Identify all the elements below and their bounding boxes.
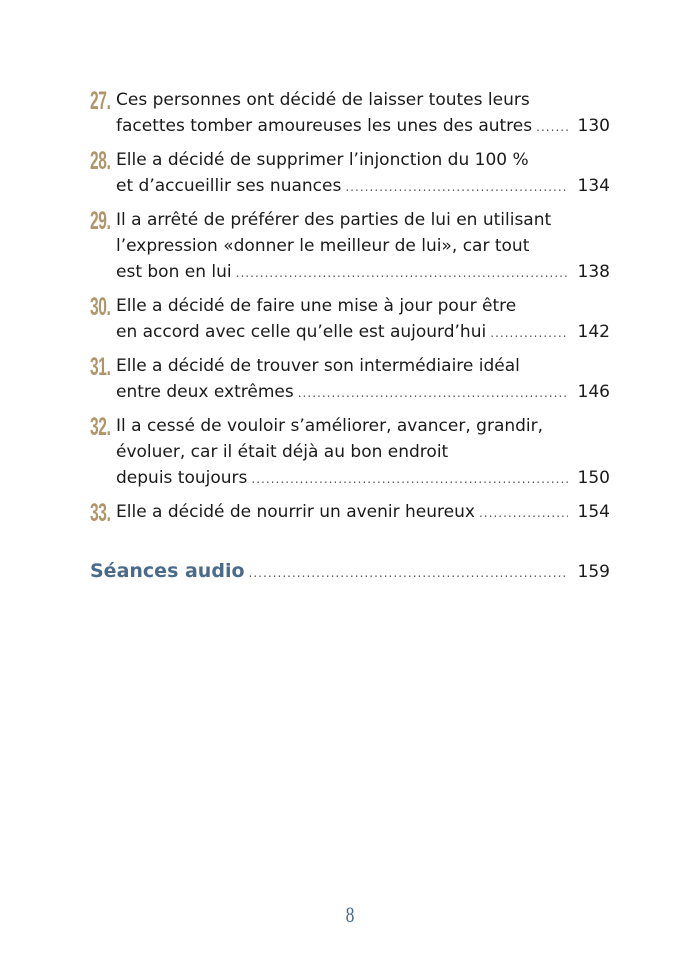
dot-leader [536, 114, 568, 140]
entry-title-line: l’expression «donner le meilleur de lui», car tout [116, 236, 530, 256]
toc-entry-28[interactable] [90, 147, 610, 200]
dot-leader [490, 320, 568, 346]
entry-title-line: depuis toujours [116, 468, 248, 488]
entry-title-line: Ces personnes ont décidé de laisser toutes leurs [116, 90, 530, 110]
toc-entry-30[interactable] [90, 293, 610, 346]
entry-title-line: Elle a décidé de supprimer l’injonction du 100 % [116, 150, 529, 170]
dot-leader [345, 174, 568, 200]
entry-title-line: et d’accueillir ses nuances [116, 176, 342, 196]
dot-leader [298, 380, 568, 406]
page-number: 150 [577, 468, 610, 488]
folio-page-number: 8 [345, 902, 355, 927]
page-number: 138 [577, 262, 610, 282]
page-number: 130 [577, 116, 610, 136]
chapter-number: 32. [90, 413, 111, 441]
chapter-number: 27. [90, 87, 111, 115]
entry-title-line: Elle a décidé de nourrir un avenir heureux [116, 502, 475, 522]
entry-title-line: Il a cessé de vouloir s’améliorer, avancer, grandir, [116, 416, 544, 436]
entry-title-line: en accord avec celle qu’elle est aujourd’hui [116, 322, 487, 342]
page-number: 134 [577, 176, 610, 196]
entry-title-line: entre deux extrêmes [116, 382, 294, 402]
entry-title-line: Il a arrêté de préférer des parties de lui en utilisant [116, 210, 552, 230]
page-number: 142 [577, 322, 610, 342]
chapter-number: 33. [90, 499, 111, 527]
dot-leader [251, 466, 568, 492]
table-of-contents [90, 87, 610, 533]
chapter-number: 29. [90, 207, 111, 235]
entry-title-line: est bon en lui [116, 262, 232, 282]
dot-leader [479, 500, 568, 526]
toc-entry-33[interactable] [90, 499, 610, 526]
chapter-number: 31. [90, 353, 111, 381]
toc-entry-27[interactable] [90, 87, 610, 140]
section-title: Séances audio [90, 560, 245, 582]
page-number: 154 [577, 502, 610, 522]
chapter-number: 30. [90, 293, 111, 321]
entry-title-line: évoluer, car il était déjà au bon endroit [116, 442, 449, 462]
dot-leader [249, 566, 568, 580]
entry-title-line: facettes tomber amoureuses les unes des autres [116, 116, 533, 136]
toc-entry-32[interactable] [90, 413, 610, 492]
dot-leader [236, 260, 568, 286]
page-number: 159 [577, 562, 610, 582]
entry-title-line: Elle a décidé de trouver son intermédiaire idéal [116, 356, 520, 376]
toc-entry-29[interactable] [90, 207, 610, 286]
toc-entry-audio-sessions[interactable] [90, 560, 610, 582]
entry-title-line: Elle a décidé de faire une mise à jour pour être [116, 296, 517, 316]
page-number: 146 [577, 382, 610, 402]
chapter-number: 28. [90, 147, 111, 175]
toc-entry-31[interactable] [90, 353, 610, 406]
